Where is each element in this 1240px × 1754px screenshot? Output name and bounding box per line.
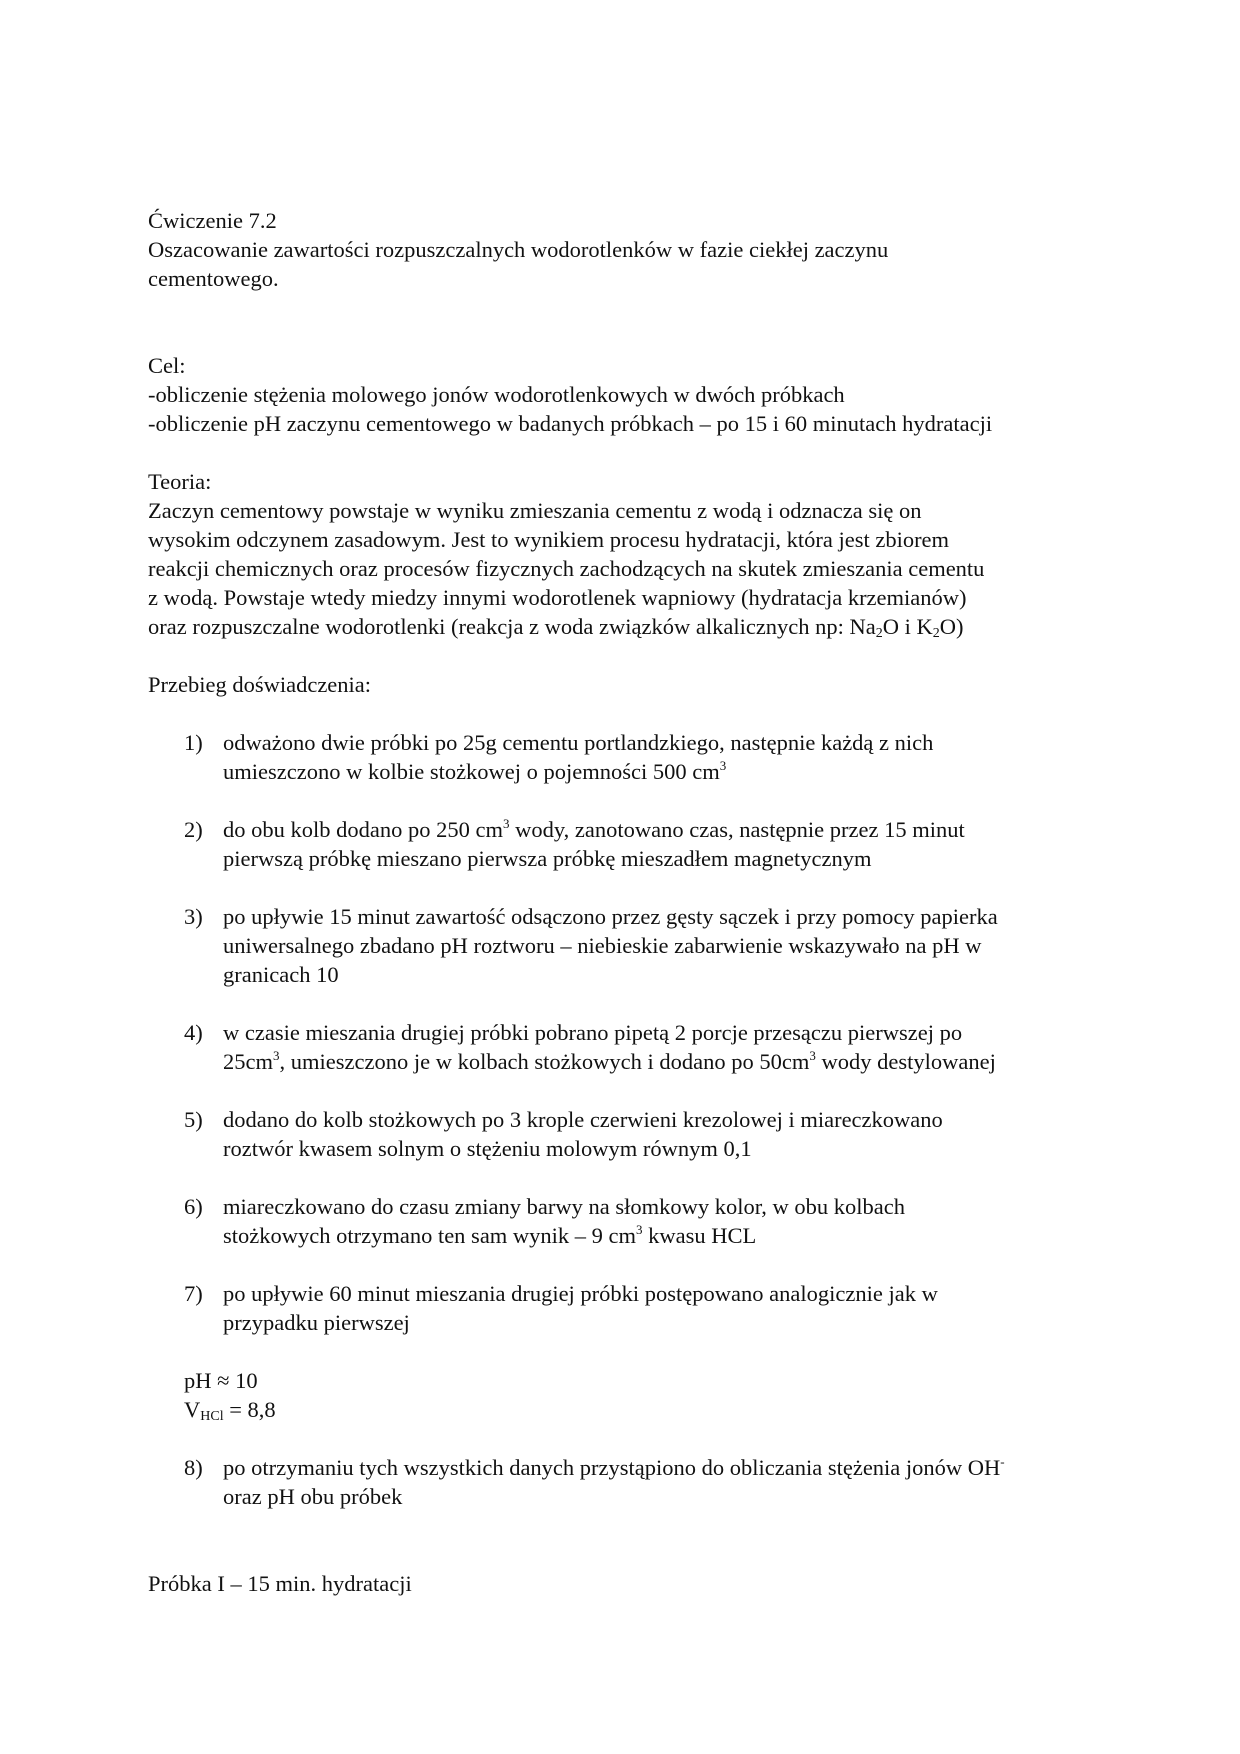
procedure-step: 4) w czasie mieszania drugiej próbki pobrano pipetą 2 porcje przesączu pierwszej po $25cm^3$, umieszczono je w kolbach stożkowych i dodano po $50cm^3$ wody destylowanej <box>184 1020 996 1074</box>
procedure-step: 2) do obu kolb dodano po 250 $cm^3$ wody, zanotowano czas, następnie przez 15 minut pierwszą próbkę mieszano pierwsza próbkę mieszadłem magnetycznym <box>184 816 965 871</box>
ph-result: pH ≈ 10 <box>184 1368 258 1393</box>
results-block <box>148 1366 1108 1424</box>
procedure-step: 8) po otrzymaniu tych wszystkich danych przystąpiono do obliczania stężenia jonów OH- oraz pH obu próbek <box>184 1454 1005 1509</box>
cel-item: -obliczenie pH zaczynu cementowego w badanych próbkach – po 15 i 60 minutach hydratacji <box>148 411 993 436</box>
procedure-step: 7) po upływie 60 minut mieszania drugiej próbki postępowano analogicznie jak w przypadku pierwszej <box>184 1281 938 1335</box>
volume-result: $V_{HCl} = 8,8$ <box>184 1397 276 1424</box>
procedure-steps <box>148 728 1108 1337</box>
procedure-step: 3) po upływie 15 minut zawartość odsączono przez gęsty sączek i przy pomocy papierka uniwersalnego zbadano pH roztworu – niebieskie zabarwienie wskazywało na pH w granicach 10 <box>184 904 998 987</box>
teoria-line: wysokim odczynem zasadowym. Jest to wynikiem procesu hydratacji, która jest zbiorem <box>148 527 950 552</box>
teoria-line: Zaczyn cementowy powstaje w wyniku zmieszania cementu z wodą i odznacza się on <box>148 498 922 523</box>
przebieg-heading: Przebieg doświadczenia: <box>148 672 372 697</box>
procedure-steps-continued <box>148 1453 1108 1511</box>
teoria-line: reakcji chemicznych oraz procesów fizycznych zachodzących na skutek zmieszania cementu <box>148 556 985 581</box>
teoria-line-formula: oraz rozpuszczalne wodorotlenki (reakcja z woda związków alkalicznych np: $Na_2O$ i $K_2O$) <box>148 614 964 641</box>
document-content <box>148 206 1108 1598</box>
probka-heading: Próbka I – 15 min. hydratacji <box>148 1571 412 1596</box>
cel-item: -obliczenie stężenia molowego jonów wodorotlenkowych w dwóch próbkach <box>148 382 845 407</box>
procedure-step: 6) miareczkowano do czasu zmiany barwy na słomkowy kolor, w obu kolbach stożkowych otrzymano ten sam wynik – 9 $cm^3$ kwasu HCL <box>184 1194 906 1248</box>
cel-heading: Cel: <box>148 353 186 378</box>
procedure-step: 1) odważono dwie próbki po 25g cementu portlandzkiego, następnie każdą z nich umieszczono w kolbie stożkowej o pojemności 500 $cm^3$ <box>184 730 934 784</box>
exercise-subtitle-line: Oszacowanie zawartości rozpuszczalnych wodorotlenków w fazie ciekłej zaczynu <box>148 237 889 262</box>
teoria-line: z wodą. Powstaje wtedy miedzy innymi wodorotlenek wapniowy (hydratacja krzemianów) <box>148 585 967 610</box>
teoria-heading: Teoria: <box>148 469 212 494</box>
exercise-title: Ćwiczenie 7.2 <box>148 208 277 233</box>
procedure-step: 5) dodano do kolb stożkowych po 3 krople czerwieni krezolowej i miareczkowano roztwór kwasem solnym o stężeniu molowym równym 0,1 <box>184 1107 943 1161</box>
exercise-subtitle-line: cementowego. <box>148 266 279 291</box>
